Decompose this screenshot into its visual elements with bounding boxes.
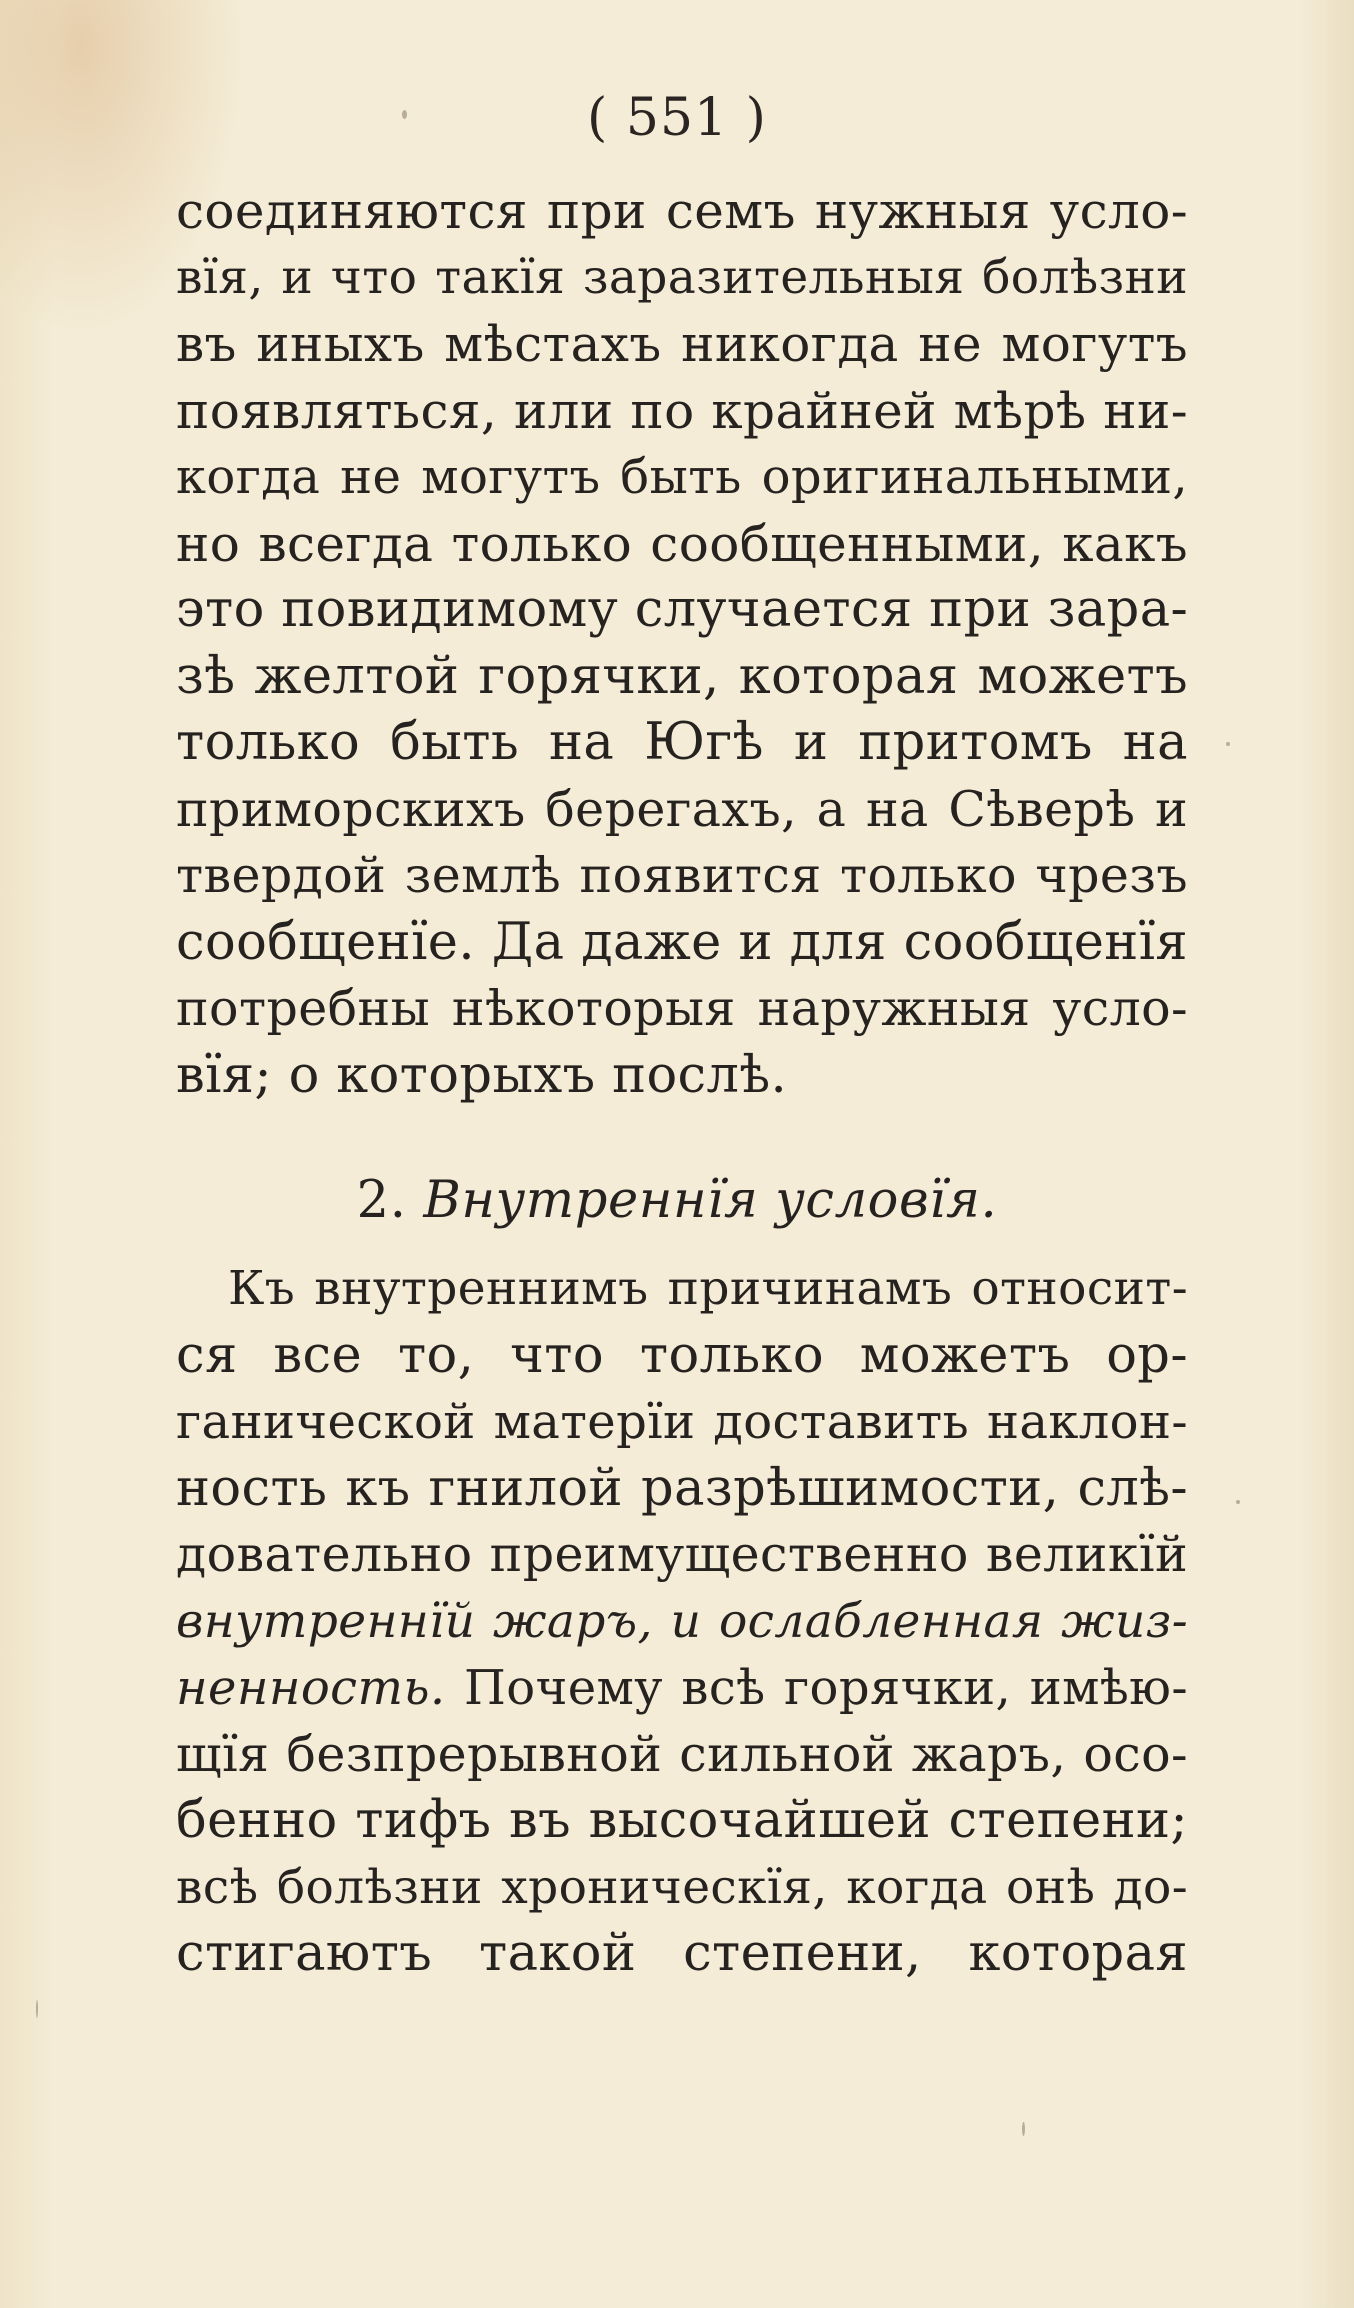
text-line: ся все то, что только можетъ ор- xyxy=(176,1325,1188,1385)
text-line: ность къ гнилой разрѣшимости, слѣ- xyxy=(176,1458,1188,1518)
text-line: потребны нѣкоторыя наружныя усло- xyxy=(176,980,1188,1037)
text-line: стигаютъ такой степени, которая xyxy=(176,1924,1188,1983)
text-line: появляться, или по крайней мѣрѣ ни- xyxy=(176,381,1188,440)
page-number: ( 551 ) xyxy=(587,88,767,148)
text-line: всѣ болѣзни хроническїя, когда онѣ до- xyxy=(176,1859,1188,1915)
text-line: сообщенїе. Да даже и для сообщенїя xyxy=(176,912,1188,972)
text-line-mixed xyxy=(176,1655,1188,1722)
paragraph-2 xyxy=(176,1256,1188,1988)
text-line: въ иныхъ мѣстахъ никогда не могутъ xyxy=(176,315,1188,373)
text-line-italic: внутреннїй жаръ, и ослабленная жиз- xyxy=(176,1593,1188,1649)
text-line: твердой землѣ появится только чрезъ xyxy=(176,847,1188,904)
text-line: бенно тифъ въ высочайшей степени; xyxy=(176,1791,1188,1850)
text-line: только быть на Югѣ и притомъ на xyxy=(176,713,1188,772)
italic-phrase: ненность. xyxy=(176,1660,446,1716)
paper-speck xyxy=(1022,2122,1025,2136)
section-title: Внутреннїя условїя. xyxy=(423,1171,998,1230)
text-line: это повидимому случается при зара- xyxy=(176,580,1189,639)
section-number: 2. xyxy=(356,1171,407,1230)
text-line: зѣ желтой горячки, которая можетъ xyxy=(176,646,1188,706)
text-line: приморскихъ берегахъ, а на Сѣверѣ и xyxy=(176,780,1188,838)
paper-speck xyxy=(402,110,407,119)
paper-speck xyxy=(1236,1500,1240,1504)
text-line: Къ внутреннимъ причинамъ относит- xyxy=(228,1261,1188,1316)
text-line: ганической матерїи доставить наклон- xyxy=(176,1394,1188,1450)
text-line: но всегда только сообщенными, какъ xyxy=(176,514,1188,573)
text-line: довательно преимущественно великїй xyxy=(176,1526,1188,1583)
text-line: щїя безпрерывной сильной жаръ, осо- xyxy=(176,1725,1188,1783)
paragraph-1 xyxy=(176,178,1188,1109)
text-line: вїя; о которыхъ послѣ. xyxy=(176,1045,788,1105)
text-line: когда не могутъ быть оригинальными, xyxy=(176,449,1188,505)
text-phrase: Почему всѣ горячки, имѣю- xyxy=(464,1660,1188,1716)
paper-speck xyxy=(36,2000,38,2018)
text-line: вїя, и что такїя заразительныя болѣзни xyxy=(176,249,1188,305)
section-heading xyxy=(0,1168,1354,1234)
text-line: соединяются при семъ нужныя усло- xyxy=(176,182,1188,240)
paper-speck xyxy=(1226,742,1230,746)
